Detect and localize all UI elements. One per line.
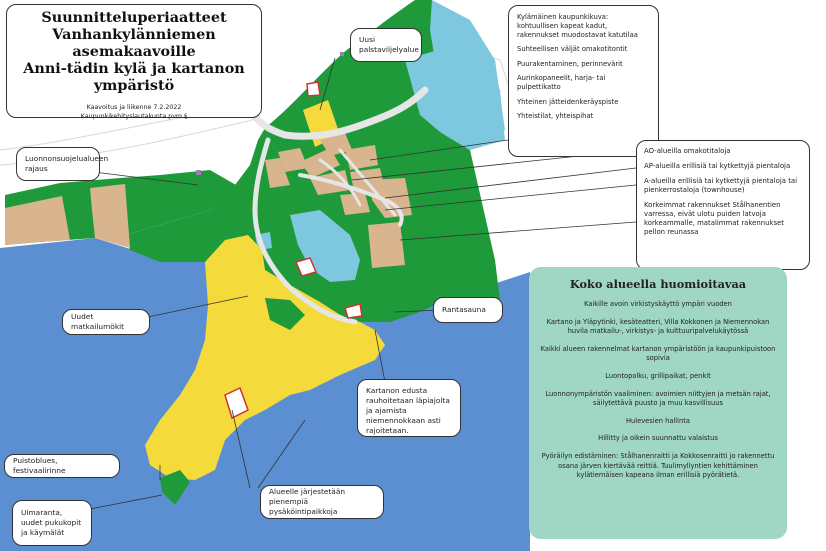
whole-area-considerations-panel [529, 267, 787, 539]
callout-festival-slope [4, 454, 120, 478]
principle-item: Aurinkopaneelit, harja- tai pulpettikatto [517, 74, 606, 92]
callout-manor-front-text: Kartanon edusta rauhoitetaan läpiajolta ja ajamista niemennokkaan asti rajoitetaan. [366, 386, 450, 435]
callout-festival-slope-text: Puistoblues, festivaalirinne [13, 456, 66, 475]
callout-nature-reserve-text: Luonnonsuojelualueen rajaus [25, 154, 109, 173]
housing-types-box [636, 140, 810, 270]
panel-item: Hillitty ja oikein suunnattu valaistus [598, 434, 718, 443]
title-meta-1: Kaavoitus ja liikenne 7.2.2022 [86, 104, 182, 111]
principle-item: Kylämäinen kaupunkikuva: kohtuullisen kapeat kadut, rakennukset muodostavat katutilaa [517, 13, 638, 39]
panel-item: Kaikki alueen rakennelmat kartanon ympäristöön ja kaupunkipuistoon sopivia [540, 344, 776, 363]
principle-item: Yhteinen jätteidenkeräyspiste [517, 97, 619, 106]
callout-beach-sauna [433, 297, 503, 323]
principle-item: Puurakentaminen, perinnevärit [517, 59, 623, 68]
title-meta-2: Kaupunkikehityslautakunta pvm § [80, 113, 188, 120]
housing-type-item: A-alueilla erillisiä tai kytkettyjä pientaloja tai pienkerrostaloja (townhouse) [644, 177, 798, 194]
callout-tourist-cabins-text: Uudet matkailumökit [71, 312, 125, 331]
title-line-3: Anni-tädin kylä ja kartanon ympäristö [23, 60, 245, 94]
panel-item: Kaikille avoin virkistyskäyttö ympäri vuoden [584, 300, 732, 308]
housing-type-item: AO-alueilla omakotitaloja [644, 147, 731, 155]
callout-new-allotments [350, 28, 422, 62]
housing-type-item: AP-alueilla erillisiä tai kytkettyjä pientaloja [644, 162, 791, 170]
panel-item: Luontopolku, grillipaikat, penkit [605, 371, 711, 380]
principle-item: Suhteellisen väljät omakotitontit [517, 45, 628, 54]
callout-swimming-beach [12, 500, 92, 546]
callout-manor-front [357, 379, 461, 437]
panel-heading: Koko alueella huomioitavaa [569, 277, 747, 291]
callout-new-allotments-text: Uusi palstaviljelyalue [359, 35, 419, 54]
panel-item: Pyöräilyn edistäminen: Stålhanenraitti ja Kokkosenraitti jo rakennettu osana järven kiertävää reittiä. Tuulimyllyntien kehittäminen kylätiemäisen kapeana ilman erillisiä pyörätietä. [541, 451, 775, 480]
panel-item: Kartano ja Yläpytinki, kesäteatteri, Villa Kokkonen ja Niemennokan huvila matkailu-, virkistys- ja kulttuuripalvelukäytössä [546, 317, 770, 336]
callout-parking [260, 485, 384, 519]
housing-type-item: Korkeimmat rakennukset Stålhanentien varressa, eivät ulotu puiden latvoja korkeammalle, matalimmat rakennukset pellon reunassa [644, 201, 784, 236]
principle-item: Yhteistilat, yhteispihat [517, 111, 594, 120]
callout-nature-reserve [16, 147, 109, 181]
callout-tourist-cabins [62, 309, 150, 335]
callout-swimming-beach-text: Uimaranta, uudet pukukopit ja käymälät [21, 508, 82, 537]
panel-item: Hulevesien hallinta [625, 416, 690, 425]
panel-item: Luonnonympäristön vaaliminen: avoimien niittyjen ja metsän rajat, säilytettävä puusto ja muu kasvillisuus [545, 389, 771, 408]
village-principles-box [508, 5, 659, 157]
callout-beach-sauna-text: Rantasauna [442, 305, 486, 314]
title-line-1: Suunnitteluperiaatteet [41, 9, 227, 26]
callout-parking-text: Alueelle järjestetään pienempiä pysäköintipaikkoja [269, 487, 346, 516]
map-title-box [6, 4, 262, 118]
title-line-2: Vanhankylänniemen asemakaavoille [52, 26, 216, 60]
